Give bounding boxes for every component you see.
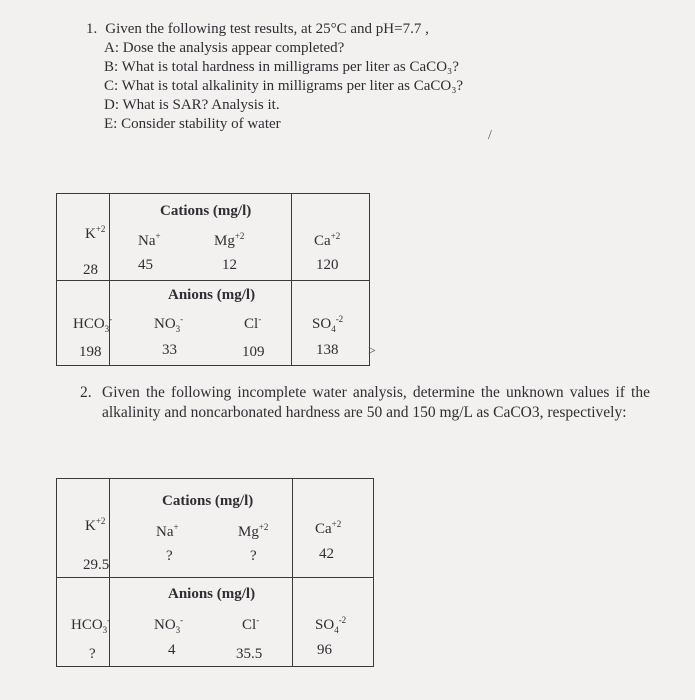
t1-k-cell	[57, 194, 110, 281]
question-1-item-c: C: What is total alkalinity in milligrams per liter as CaCO₃?	[104, 78, 464, 94]
question-2-text: Given the following incomplete water analysis, determine the unknown values if the alkalinity and noncarbonated hardness are 50 and 150 mg/L as CaCO3, respectively:	[102, 384, 650, 421]
t2-cl-symbol: Cl-	[242, 615, 260, 633]
t1-na-symbol: Na+	[138, 231, 161, 249]
t2-ca-symbol: $Ca^{+2}$	[315, 519, 342, 537]
t1-hco3-symbol: $HCO_3^-$	[73, 314, 113, 334]
t1-no3-value: 33	[162, 342, 177, 358]
t2-hco3-cell	[57, 578, 110, 667]
t1-so4-cell	[292, 281, 370, 366]
t1-cl-symbol: Cl-	[244, 314, 262, 332]
t2-mg-value: ?	[250, 548, 257, 564]
t2-ca-cell	[293, 479, 374, 578]
pen-mark: >	[368, 344, 376, 359]
t1-k-symbol: $K^{+2}$	[85, 224, 106, 242]
question-2-number: 2.	[80, 384, 92, 401]
t2-no3-value: 4	[168, 642, 176, 658]
question-2	[80, 383, 650, 423]
t1-ca-cell	[292, 194, 370, 281]
t1-mg-symbol: $Mg^{+2}$	[214, 231, 245, 249]
t1-cations-label: Cations (mg/l)	[160, 203, 252, 219]
t2-anions-label: Anions (mg/l)	[168, 586, 256, 602]
table-1	[56, 193, 370, 366]
t2-so4-cell	[293, 578, 374, 667]
t1-anion-group	[110, 281, 292, 366]
t2-mg-symbol: $Mg^{+2}$	[238, 522, 269, 540]
t1-na-value: 45	[138, 257, 153, 273]
t2-so4-symbol: $SO_4^{-2}$	[315, 615, 347, 635]
t2-hco3-value: ?	[89, 646, 96, 662]
question-1-item-d: D: What is SAR? Analysis it.	[104, 97, 280, 113]
t2-ca-value: 42	[319, 546, 334, 562]
t1-k-value: 28	[83, 262, 98, 278]
question-1-number: 1.	[86, 21, 98, 37]
t2-k-symbol: $K^{+2}$	[85, 516, 106, 534]
table-2	[56, 478, 374, 667]
t2-hco3-symbol: $HCO_3^-$	[71, 615, 111, 635]
t2-k-value: 29.5	[83, 557, 110, 573]
t2-no3-symbol: $NO_3^-$	[154, 615, 184, 635]
t1-anions-label: Anions (mg/l)	[168, 287, 256, 303]
t1-ca-value: 120	[316, 257, 339, 273]
t2-cation-group	[110, 479, 293, 578]
t2-cl-value: 35.5	[236, 646, 263, 662]
t2-na-symbol: Na+	[156, 522, 179, 540]
t1-no3-symbol: $NO_3^-$	[154, 314, 184, 334]
t1-cl-value: 109	[242, 344, 265, 360]
pen-tick-mark: /	[488, 128, 492, 143]
t2-k-cell	[57, 479, 110, 578]
question-1-item-b: B: What is total hardness in milligrams per liter as CaCO₃?	[104, 59, 459, 75]
question-1	[86, 20, 463, 134]
t1-so4-symbol: $SO_4^{-2}$	[312, 314, 344, 334]
t1-cation-group	[110, 194, 292, 281]
t1-hco3-cell	[57, 281, 113, 366]
t1-mg-value: 12	[222, 257, 237, 273]
t2-na-value: ?	[166, 548, 173, 564]
t1-ca-symbol: $Ca^{+2}$	[314, 231, 341, 249]
question-1-item-a: A: Dose the analysis appear completed?	[104, 40, 345, 56]
question-1-item-e: E: Consider stability of water	[104, 116, 281, 132]
t1-so4-value: 138	[316, 342, 339, 358]
t1-hco3-value: 198	[79, 344, 102, 360]
t2-cations-label: Cations (mg/l)	[162, 493, 254, 509]
question-1-intro: Given the following test results, at 25°C and pH=7.7 ,	[105, 21, 429, 37]
t2-so4-value: 96	[317, 642, 332, 658]
t2-anion-group	[110, 578, 293, 667]
